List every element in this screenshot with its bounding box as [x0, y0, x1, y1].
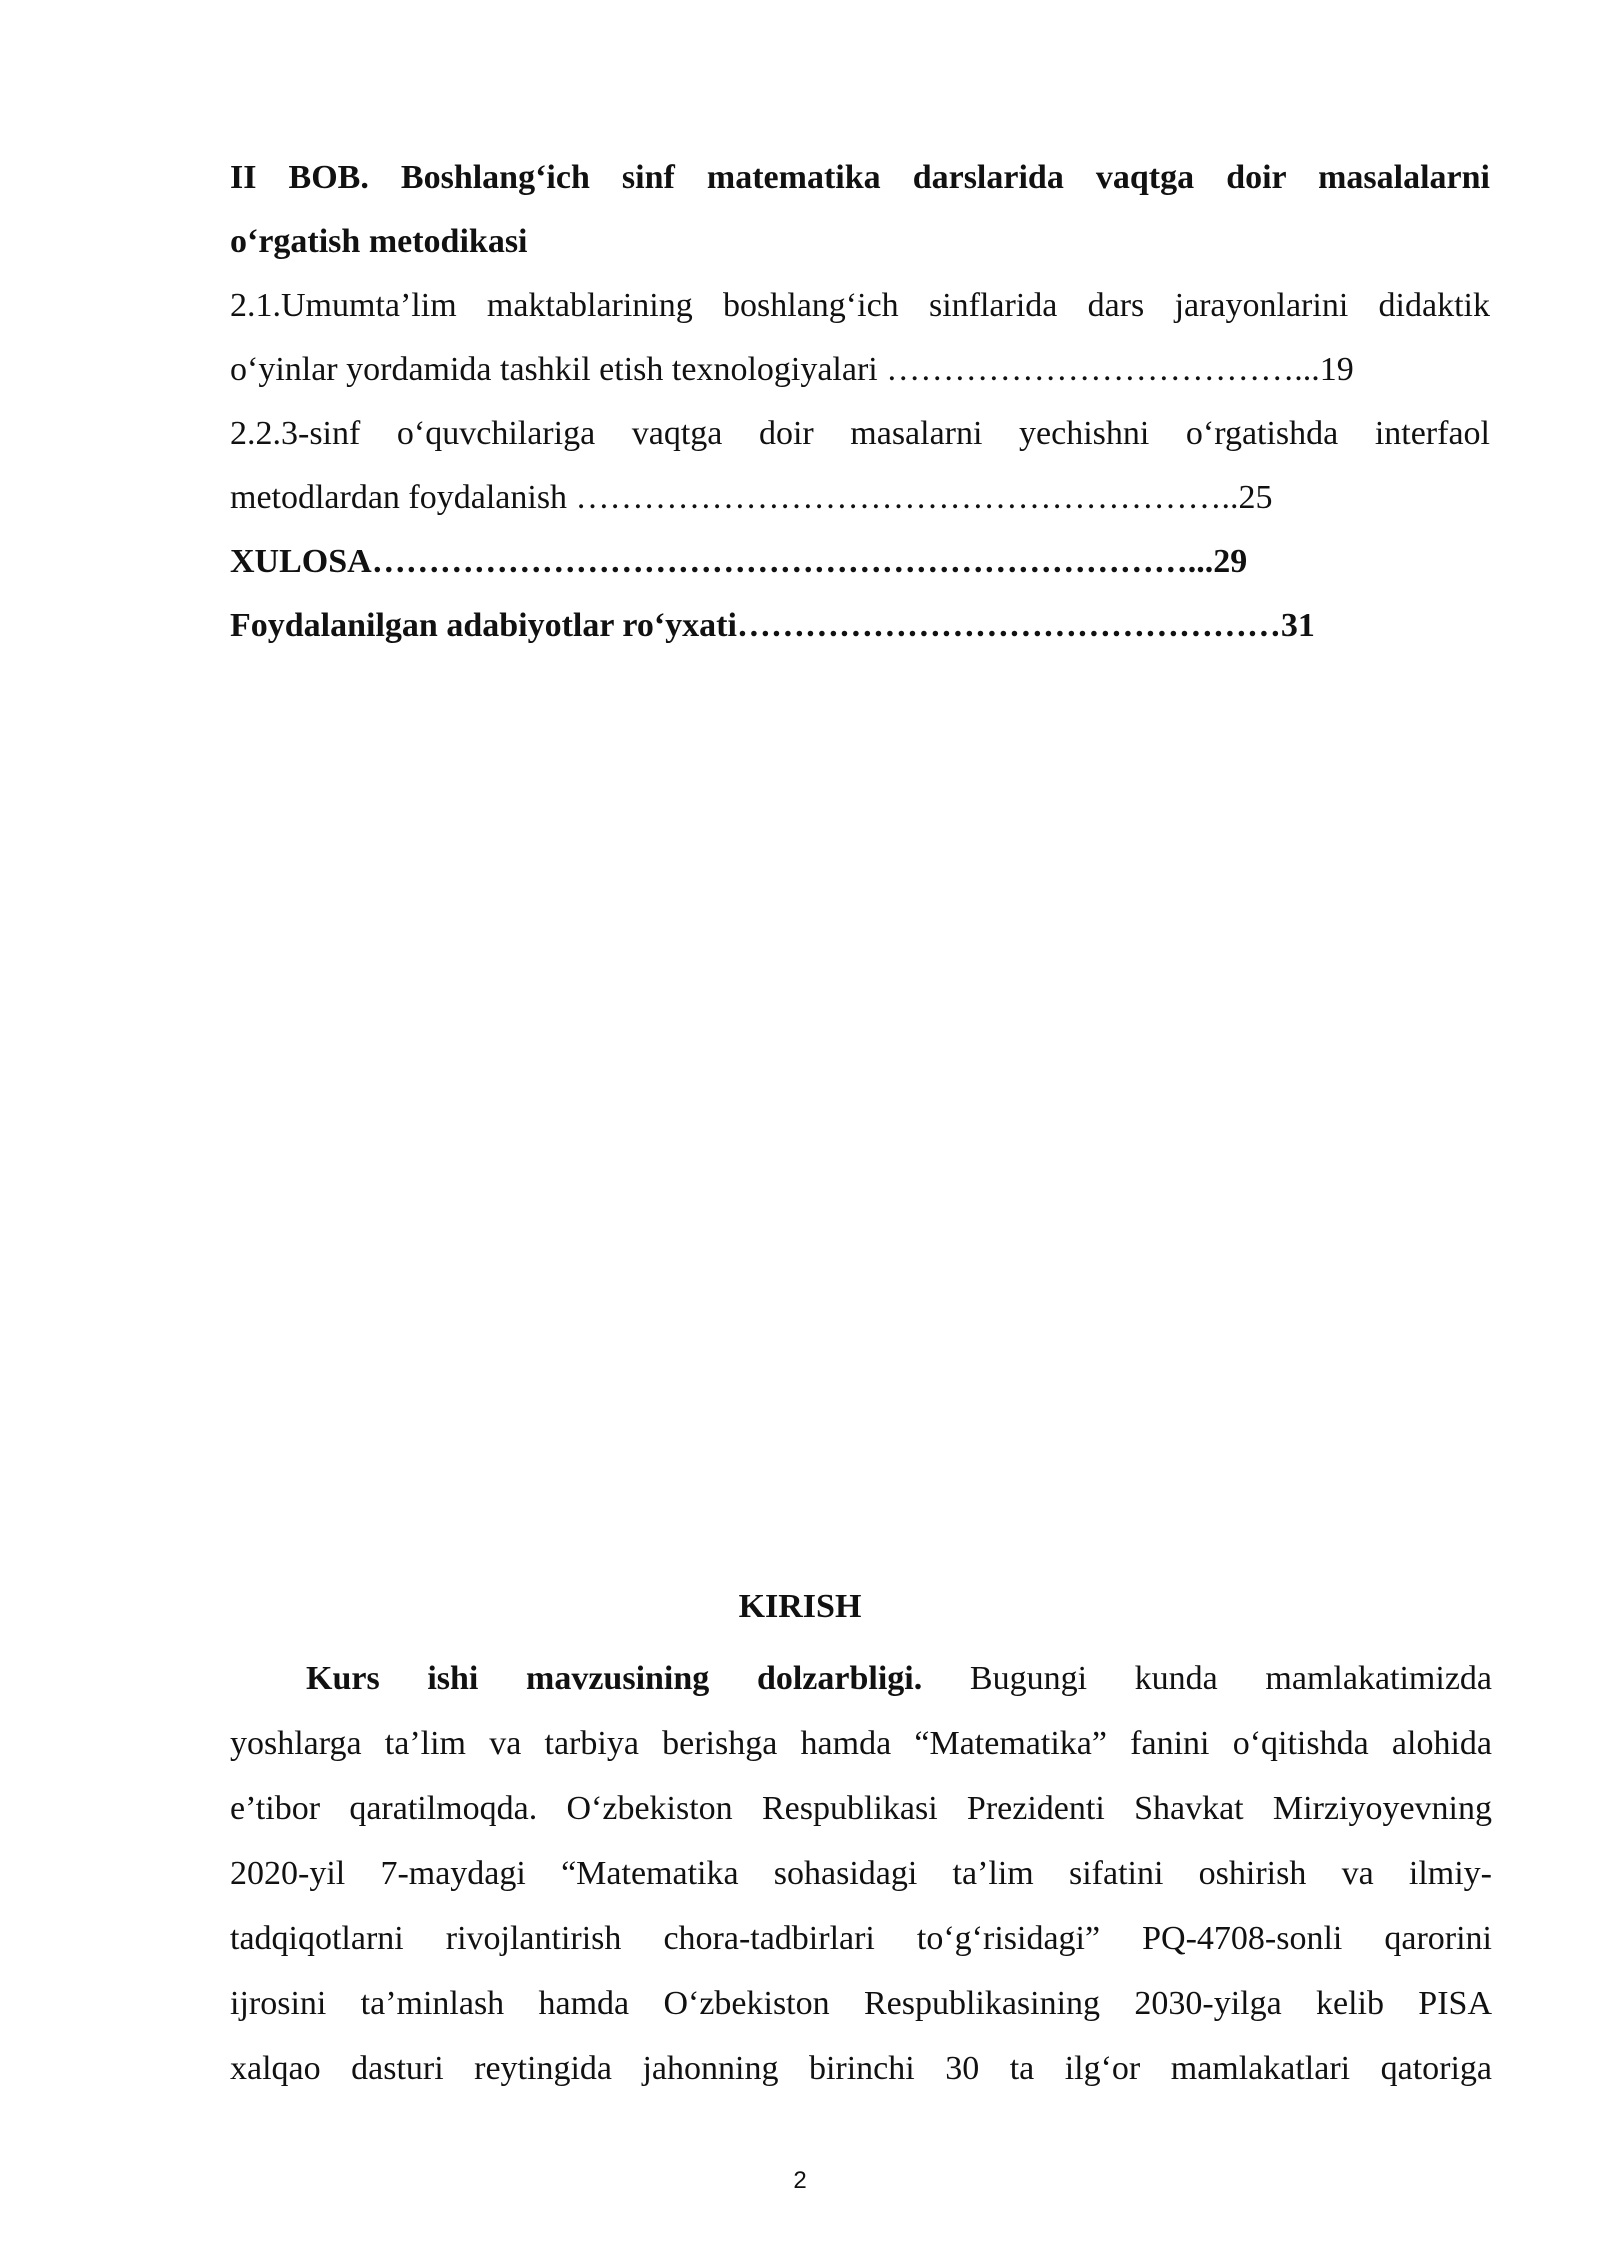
intro-line-5: tadqiqotlarni rivojlantirish chora-tadbirlari to‘g‘risidagi” PQ-4708-sonli qarorini	[230, 1920, 1492, 1957]
intro-line-7: xalqao dasturi reytingida jahonning birinchi 30 ta ilg‘or mamlakatlari qatoriga	[230, 2050, 1492, 2087]
toc-section-2-1-line1: 2.1.Umumta’lim maktablarining boshlang‘ich sinflarida dars jarayonlarini didaktik	[230, 287, 1490, 324]
toc-chapter2-heading-line2: o‘rgatish metodikasi	[230, 223, 528, 260]
table-of-contents	[230, 146, 1490, 658]
intro-line-1	[230, 1646, 1492, 1711]
toc-section-2-1-line2: o‘yinlar yordamida tashkil etish texnologiyalari ………………………………...19	[230, 351, 1354, 388]
toc-section-2-2-line2: metodlardan foydalanish …………………………………………………..25	[230, 479, 1273, 516]
toc-chapter2-heading-line1: II BOB. Boshlang‘ich sinf matematika darslarida vaqtga doir masalalarni	[230, 159, 1490, 196]
intro-lead: Kurs ishi mavzusining dolzarbligi.	[306, 1660, 923, 1697]
page-number: 2	[793, 2167, 807, 2194]
intro-line-3: e’tibor qaratilmoqda. O‘zbekiston Respublikasi Prezidenti Shavkat Mirziyoyevning	[230, 1790, 1492, 1827]
toc-section-2-2-line1: 2.2.3-sinf o‘quvchilariga vaqtga doir masalarni yechishni o‘rgatishda interfaol	[230, 415, 1490, 452]
intro-title: KIRISH	[738, 1588, 862, 1625]
toc-references: Foydalanilgan adabiyotlar ro‘yxati…………………………………………31	[230, 607, 1315, 644]
intro-paragraph	[230, 1646, 1492, 2101]
toc-conclusion: XULOSA………………………………………………………………...29	[230, 543, 1248, 580]
intro-line-4: 2020-yil 7-maydagi “Matematika sohasidagi ta’lim sifatini oshirish va ilmiy-	[230, 1855, 1492, 1892]
intro-line-6: ijrosini ta’minlash hamda O‘zbekiston Respublikasining 2030-yilga kelib PISA	[230, 1985, 1492, 2022]
intro-line-2: yoshlarga ta’lim va tarbiya berishga hamda “Matematika” fanini o‘qitishda alohida	[230, 1725, 1492, 1762]
intro-line-1-rest: Bugungi kunda mamlakatimizda	[922, 1660, 1492, 1697]
